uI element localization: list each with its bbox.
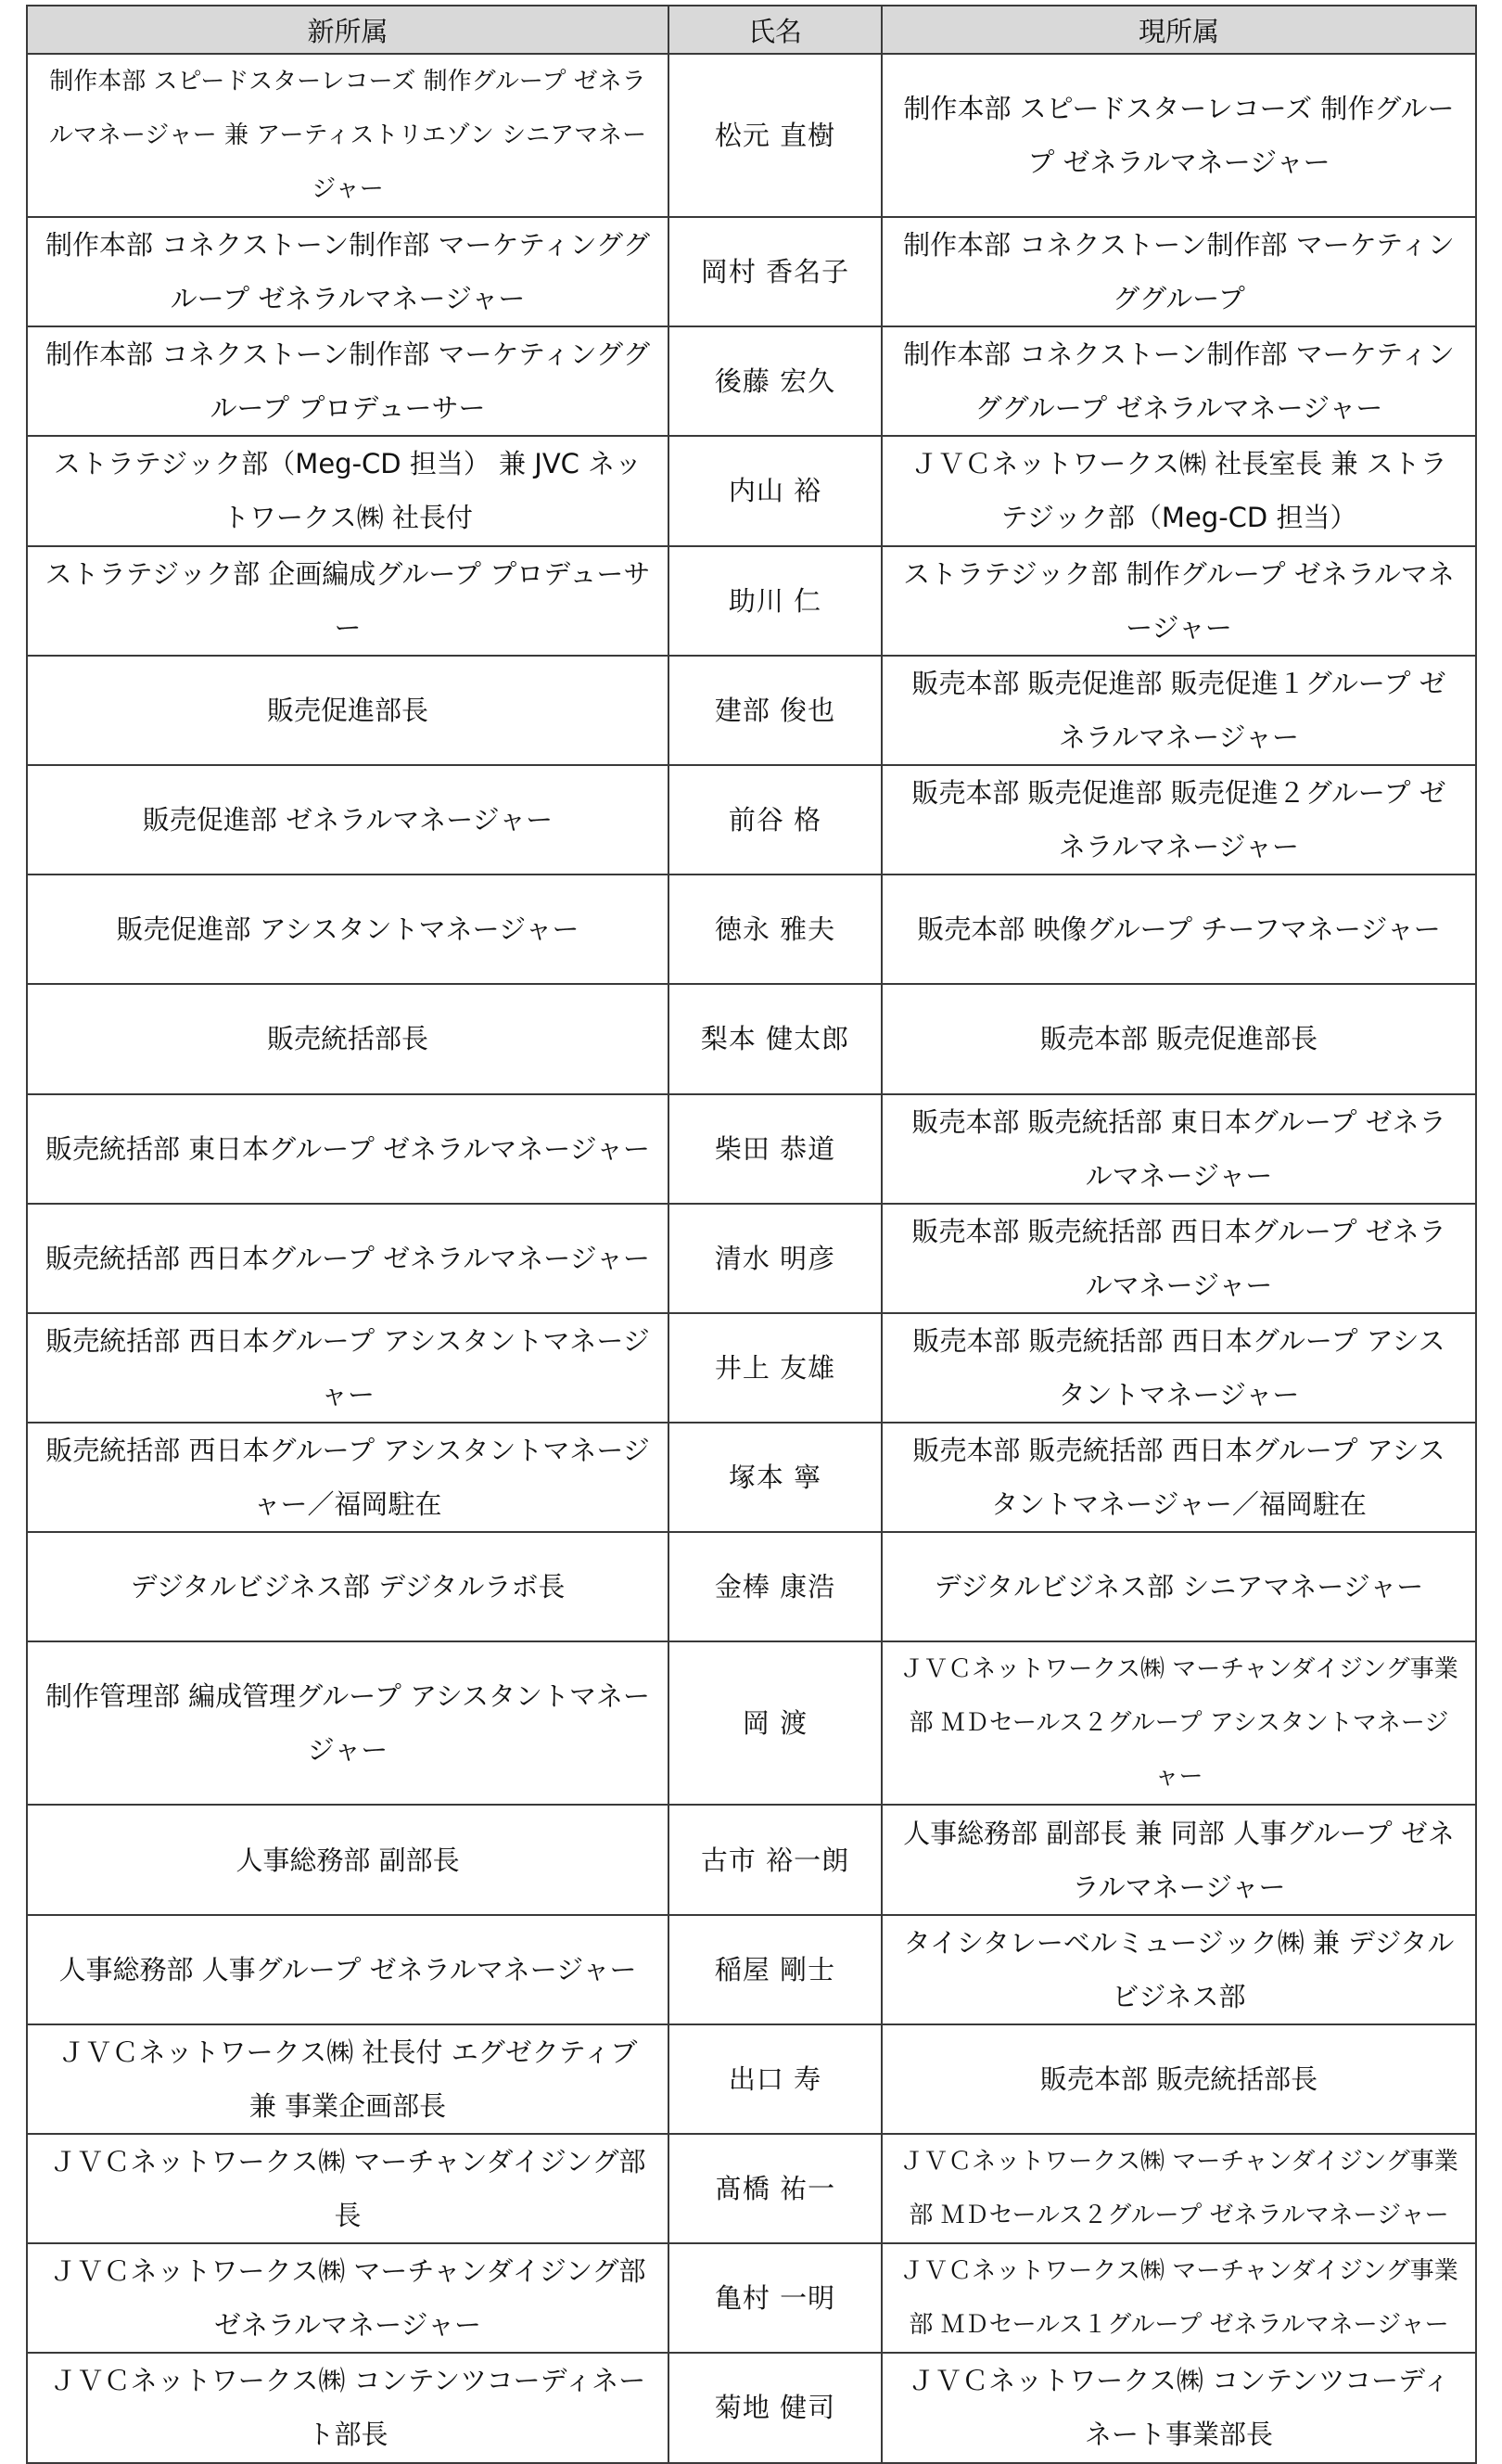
current-affiliation-cell: ストラテジック部 制作グループ ゼネラルマネージャー (882, 546, 1476, 656)
table-header (27, 6, 1476, 54)
new-affiliation-cell: ストラテジック部（Meg-CD 担当） 兼 JVC ネットワークス㈱ 社長付 (27, 436, 668, 545)
header-row (27, 6, 1476, 54)
table-row (27, 54, 1476, 217)
name-cell: 建部 俊也 (668, 656, 882, 765)
new-affiliation-cell: 人事総務部 副部長 (27, 1805, 668, 1914)
new-affiliation-cell: 制作本部 スピードスターレコーズ 制作グループ ゼネラルマネージャー 兼 アーティストリエゾン シニアマネージャー (27, 54, 668, 217)
table-row (27, 1423, 1476, 1532)
new-affiliation-cell: デジタルビジネス部 デジタルラボ長 (27, 1532, 668, 1641)
name-cell: 古市 裕一朗 (668, 1805, 882, 1914)
name-cell: 稲屋 剛士 (668, 1915, 882, 2024)
new-affiliation-cell: 制作本部 コネクストーン制作部 マーケティンググループ プロデューサー (27, 326, 668, 436)
current-affiliation-cell: 販売本部 販売統括部 西日本グループ アシスタントマネージャー／福岡駐在 (882, 1423, 1476, 1532)
current-affiliation-cell: 制作本部 コネクストーン制作部 マーケティンググループ ゼネラルマネージャー (882, 326, 1476, 436)
name-cell: 岡村 香名子 (668, 217, 882, 326)
new-affiliation-cell: ＪＶＣネットワークス㈱ コンテンツコーディネート部長 (27, 2353, 668, 2462)
table-row (27, 875, 1476, 984)
current-affiliation-cell: デジタルビジネス部 シニアマネージャー (882, 1532, 1476, 1641)
table-row (27, 326, 1476, 436)
name-cell: 後藤 宏久 (668, 326, 882, 436)
new-affiliation-cell: 販売統括部 西日本グループ アシスタントマネージャー／福岡駐在 (27, 1423, 668, 1532)
new-affiliation-cell: 販売統括部 西日本グループ アシスタントマネージャー (27, 1313, 668, 1423)
table-row (27, 1641, 1476, 1805)
current-affiliation-cell: ＪＶＣネットワークス㈱ マーチャンダイジング事業部 ＭＤセールス１グループ ゼネラルマネージャー (882, 2243, 1476, 2353)
name-cell: 清水 明彦 (668, 1204, 882, 1313)
current-affiliation-cell: 制作本部 コネクストーン制作部 マーケティンググループ (882, 217, 1476, 326)
table-row (27, 1915, 1476, 2024)
current-affiliation-cell: 販売本部 販売促進部 販売促進２グループ ゼネラルマネージャー (882, 765, 1476, 875)
new-affiliation-cell: 販売促進部 アシスタントマネージャー (27, 875, 668, 984)
new-affiliation-cell: 制作本部 コネクストーン制作部 マーケティンググループ ゼネラルマネージャー (27, 217, 668, 326)
name-cell: 塚本 寧 (668, 1423, 882, 1532)
name-cell: 助川 仁 (668, 546, 882, 656)
new-affiliation-cell: 販売統括部 西日本グループ ゼネラルマネージャー (27, 1204, 668, 1313)
table-row (27, 1204, 1476, 1313)
current-affiliation-cell: 制作本部 スピードスターレコーズ 制作グループ ゼネラルマネージャー (882, 54, 1476, 217)
name-cell: 前谷 格 (668, 765, 882, 875)
name-cell: 徳永 雅夫 (668, 875, 882, 984)
current-affiliation-cell: 販売本部 販売促進部 販売促進１グループ ゼネラルマネージャー (882, 656, 1476, 765)
current-affiliation-cell: 販売本部 販売統括部 西日本グループ アシスタントマネージャー (882, 1313, 1476, 1423)
header-name: 氏名 (668, 6, 882, 54)
name-cell: 金棒 康浩 (668, 1532, 882, 1641)
table-row (27, 546, 1476, 656)
table-row (27, 765, 1476, 875)
current-affiliation-cell: 販売本部 販売統括部 西日本グループ ゼネラルマネージャー (882, 1204, 1476, 1313)
new-affiliation-cell: 販売統括部 東日本グループ ゼネラルマネージャー (27, 1094, 668, 1204)
table-row (27, 2024, 1476, 2134)
current-affiliation-cell: 販売本部 販売促進部長 (882, 984, 1476, 1093)
name-cell: 出口 寿 (668, 2024, 882, 2134)
name-cell: 松元 直樹 (668, 54, 882, 217)
new-affiliation-cell: 販売促進部 ゼネラルマネージャー (27, 765, 668, 875)
current-affiliation-cell: タイシタレーベルミュージック㈱ 兼 デジタルビジネス部 (882, 1915, 1476, 2024)
name-cell: 髙橋 祐一 (668, 2134, 882, 2243)
table-row (27, 2243, 1476, 2353)
name-cell: 井上 友雄 (668, 1313, 882, 1423)
table-row (27, 1805, 1476, 1914)
table-row (27, 656, 1476, 765)
new-affiliation-cell: 人事総務部 人事グループ ゼネラルマネージャー (27, 1915, 668, 2024)
new-affiliation-cell: ＪＶＣネットワークス㈱ マーチャンダイジング部 ゼネラルマネージャー (27, 2243, 668, 2353)
name-cell: 内山 裕 (668, 436, 882, 545)
personnel-table (26, 5, 1477, 2464)
current-affiliation-cell: 人事総務部 副部長 兼 同部 人事グループ ゼネラルマネージャー (882, 1805, 1476, 1914)
new-affiliation-cell: ＪＶＣネットワークス㈱ 社長付 エグゼクティブ 兼 事業企画部長 (27, 2024, 668, 2134)
name-cell: 柴田 恭道 (668, 1094, 882, 1204)
name-cell: 亀村 一明 (668, 2243, 882, 2353)
new-affiliation-cell: 販売統括部長 (27, 984, 668, 1093)
header-new-affiliation: 新所属 (27, 6, 668, 54)
table-row (27, 2353, 1476, 2462)
name-cell: 梨本 健太郎 (668, 984, 882, 1093)
new-affiliation-cell: ストラテジック部 企画編成グループ プロデューサー (27, 546, 668, 656)
new-affiliation-cell: ＪＶＣネットワークス㈱ マーチャンダイジング部長 (27, 2134, 668, 2243)
name-cell: 菊地 健司 (668, 2353, 882, 2462)
table-row (27, 2134, 1476, 2243)
table-body (27, 54, 1476, 2463)
current-affiliation-cell: 販売本部 映像グループ チーフマネージャー (882, 875, 1476, 984)
current-affiliation-cell: ＪＶＣネットワークス㈱ マーチャンダイジング事業部 ＭＤセールス２グループ ゼネラルマネージャー (882, 2134, 1476, 2243)
table-row (27, 217, 1476, 326)
current-affiliation-cell: 販売本部 販売統括部 東日本グループ ゼネラルマネージャー (882, 1094, 1476, 1204)
table-row (27, 1532, 1476, 1641)
new-affiliation-cell: 販売促進部長 (27, 656, 668, 765)
name-cell: 岡 渡 (668, 1641, 882, 1805)
table-row (27, 436, 1476, 545)
current-affiliation-cell: 販売本部 販売統括部長 (882, 2024, 1476, 2134)
table-row (27, 1094, 1476, 1204)
current-affiliation-cell: ＪＶＣネットワークス㈱ コンテンツコーディネート事業部長 (882, 2353, 1476, 2462)
new-affiliation-cell: 制作管理部 編成管理グループ アシスタントマネージャー (27, 1641, 668, 1805)
table-row (27, 984, 1476, 1093)
current-affiliation-cell: ＪＶＣネットワークス㈱ 社長室長 兼 ストラテジック部（Meg-CD 担当） (882, 436, 1476, 545)
current-affiliation-cell: ＪＶＣネットワークス㈱ マーチャンダイジング事業部 ＭＤセールス２グループ アシスタントマネージャー (882, 1641, 1476, 1805)
table-row (27, 1313, 1476, 1423)
header-current-affiliation: 現所属 (882, 6, 1476, 54)
